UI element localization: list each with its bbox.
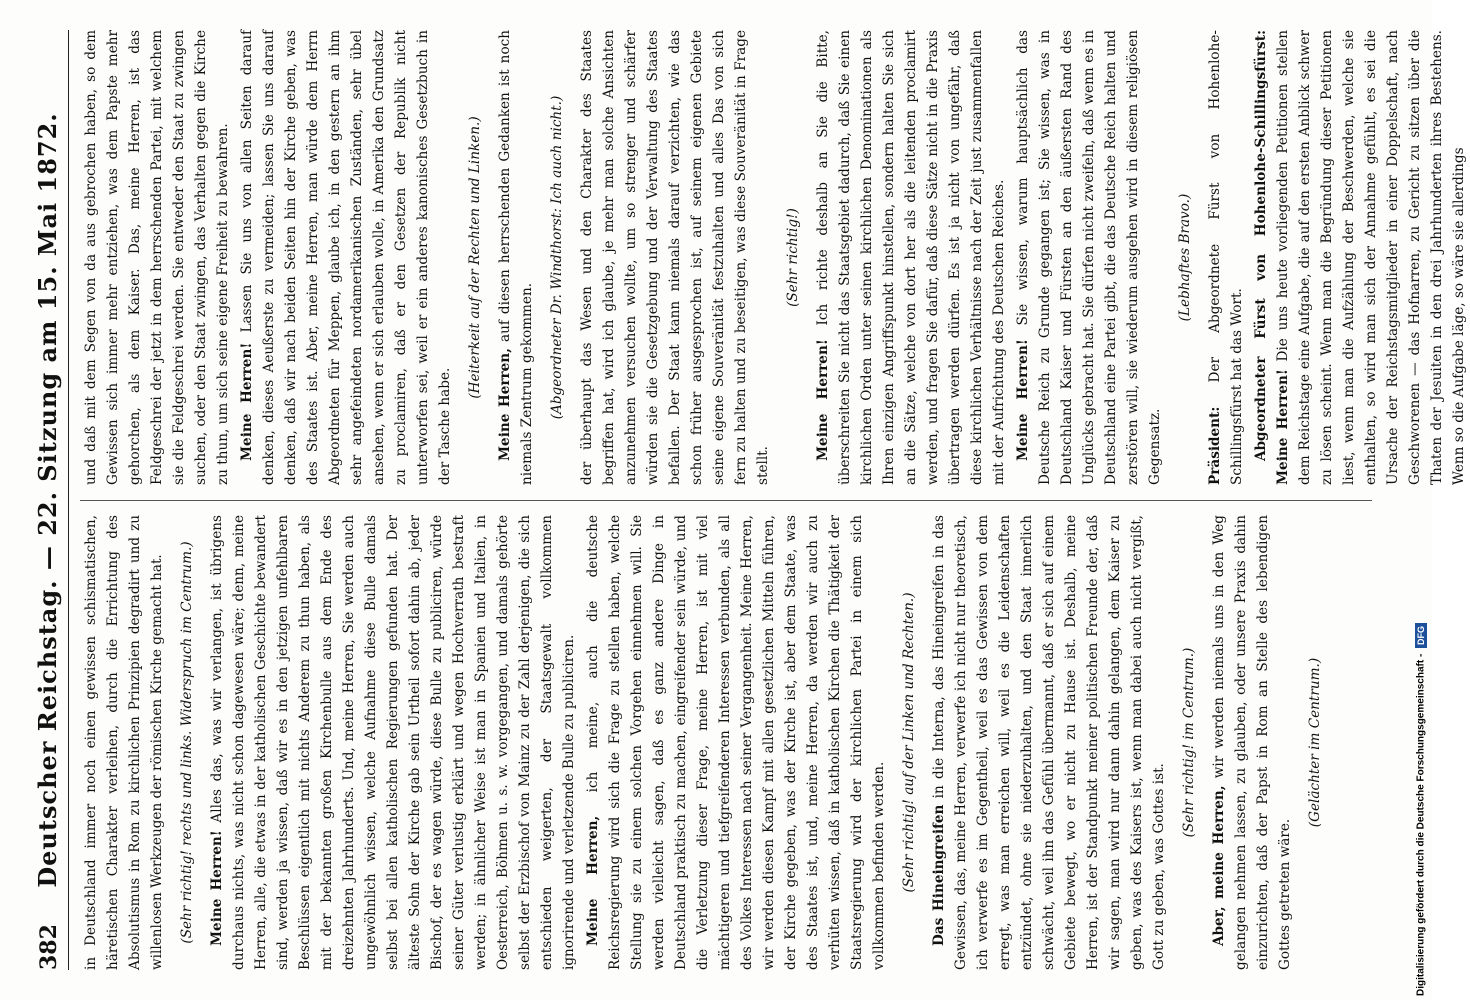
stage-direction: (Sehr richtig!) xyxy=(785,208,801,307)
dfg-logo: DFG xyxy=(1415,623,1427,648)
paragraph-text: in Deutschland immer noch einen gewissen schismatischen, häretischen Charakter verleihen, durch die Errichtung des Absolutismus in Rom zu kirchlichen Prinzipien degradirt und zu willenlosen Werkzeugen der römischen Kirche gemacht hat. xyxy=(83,515,165,970)
paragraph-text: Alles das, was wir verlangen, ist übrigens durchaus nichts, was nicht schon dagewesen wäre; denn, meine Herren, alle, die etwas in der katholischen Geschichte bewandert sind, werden ja wissen, daß wir es in den jetzigen unfehlbaren Beschlüssen eigentlich mit nichts Anderem zu thun haben, als mit der bekannten großen Kirchenbulle aus dem Ende des dreizehnten Jahrhunderts. Und, meine Herren, Sie werden auch ungewöhnlich wissen, welche Aufnahme diese Bulle damals selbst bei allen katholischen Regierungen gefunden hat. Der älteste Sohn der Kirche gab sein Urtheil sofort dahin ab, jeder Bischof, der es wagen würde, diese Bulle zu publiciren, würde seiner Güter verlustig erklärt und wegen Hochverrath bestraft werden; in ähnlicher Weise ist man in Spanien und Italien, in Oesterreich, Böhmen u. s. w. vorgegangen, und damals gehörte selbst der Erzbischof von Mainz zu der Zahl derjenigen, die sich entschieden weigerten, der Staatsgewalt vollkommen ignorirende und verletzende Bulle zu publiciren. xyxy=(209,515,577,970)
speaker-label: Meine Herren! xyxy=(1015,339,1031,461)
body-paragraph xyxy=(236,30,456,485)
paragraph-text: Lassen Sie uns von allen Seiten darauf denken, dieses Aeußerste zu vermeiden; lassen Sie uns darauf denken, daß wir nach beiden Seiten hin der Kirche geben, was des Staates ist. Aber, meine Herren, man würde dem Herrn Abgeordneten für Meppen, glaube ich, in den gestern an ihm sehr angefeindeten nordamerikanischen Zuständen, sehr übel ansehen, wenn er sich erlauben wolle, in Amerika den Grundsatz zu proclamiren, daß er den Gesetzen der Republik nicht unterworfen sei, weil er ein anderes kanonisches Gesetzbuch in der Tasche habe. xyxy=(239,30,453,485)
paragraph-text: der überhaupt das Wesen und den Charakter des Staates begriffen hat, wird ich glaube, je mehr man solche Ansichten anzunehmen versuchen wollte, um so strenger und schärfer würden sie die Gesetzgebung und der Verwaltung des Staates befallen. Der Staat kann niemals darauf verzichten, wie das schon früher ausgesprochen ist, auf seinem eigenen Gebiete seine eigene Souveränität festzuhalten und alles Das von sich fern zu halten und zu beseitigen, was diese Souveränität in Frage stellt. xyxy=(579,30,771,485)
running-title: Deutscher Reichstag. — 22. Sitzung am 15. Mai 1872. xyxy=(33,112,62,888)
body-paragraph xyxy=(1012,30,1166,485)
body-paragraph xyxy=(206,515,580,970)
page-number: 382 xyxy=(36,924,62,970)
speaker-label: Meine Herren! xyxy=(815,339,831,461)
body-paragraph xyxy=(1204,30,1248,485)
speaker-label: Meine Herren, xyxy=(585,815,601,946)
body-paragraph xyxy=(80,30,234,485)
stage-direction: (Sehr richtig! im Centrum.) xyxy=(1181,647,1197,838)
body-paragraph xyxy=(494,30,538,485)
speaker-label: Meine Herren! xyxy=(209,830,225,946)
paragraph-text: Ich richte deshalb an Sie die Bitte, überschreiten Sie nicht das Staatsgebiet dadurch, daß Sie einen kirchlichen Orden unter seinen kirchlichen Denominationen als Ihren einzigen Angriffspunkt hinstellen, sondern halten Sie sich an die Sätze, welche von dort her als die leitenden proclamirt werden, und fragen Sie dafür, daß diese Sätze nicht in die Praxis übertragen werden dürfen. Es ist ja nicht von ungefähr, daß diese kirchlichen Verhältnisse nach der Zeit just zusammenfallen mit der Aufrichtung des Deutschen Reiches. xyxy=(815,30,1007,485)
paragraph-text: Sie wissen, warum hauptsächlich das Deutsche Reich zu Grunde gegangen ist; Sie wissen, was in Deutschland Kaiser und Fürsten an den äußersten Rand des Unglücks gebracht hat. Sie dürfen nicht zweifeln, daß wenn es in Deutschland eine Partei gibt, die das Deutsche Reich halten und zerstören will, sie wiederum ausgehen wird in diesem religiösen Gegensatz. xyxy=(1015,30,1163,485)
speaker-label: Präsident: xyxy=(1207,406,1223,485)
body-paragraph xyxy=(80,515,168,970)
speaker-label: Meine Herren! xyxy=(239,342,255,461)
paragraph-text: und daß mit dem Segen von da aus gebrochen haben, so dem Gewissen sich immer mehr entziehen, was dem Papste mehr gehorchen, als dem Kaiser. Das, meine Herren, ist das Feldgeschrei der jetzt in dem herrschenden Partei, mit welchem sie die Feldgeschrei werden. Sie entweder den Staat zu zwingen suchen, oder den Staat zwingen, das Verhalten gegen die Kirche zu thun, um sich seine eigene Freiheit zu bewahren. xyxy=(83,30,231,485)
body-paragraph xyxy=(576,30,774,485)
digitization-credit xyxy=(1412,6,1430,996)
body-paragraph xyxy=(928,515,1170,970)
paragraph-text: wir werden niemals uns in den Weg gelangen nehmen lassen, zu glauben, oder unsere Praxis dahin einzurichten, daß der Papst in Rom an Stelle des lebendigen Gottes getreten wäre. xyxy=(1211,515,1293,970)
credit-text: Digitalisierung gefördert durch die Deutsche Forschungsgemeinschaft - xyxy=(1415,653,1427,996)
column-divider xyxy=(80,500,1372,501)
body-paragraph xyxy=(812,30,1010,485)
stage-direction: (Gelächter im Centrum.) xyxy=(1307,657,1323,828)
speaker-label: Meine Herren, xyxy=(497,348,513,461)
body-paragraph xyxy=(1250,30,1470,485)
text-column-right xyxy=(80,30,1467,485)
stage-direction: (Lebhaftes Bravo.) xyxy=(1177,193,1193,322)
stage-direction: (Sehr richtig! rechts und links. Widerspruch im Centrum.) xyxy=(179,541,195,944)
speaker-label: Das Hineingreifen xyxy=(931,804,947,946)
speaker-label: Aber, meine Herren, xyxy=(1211,785,1227,946)
paragraph-text: ich meine, auch die deutsche Reichsregierung wird sich die Frage zu stellen haben, welche Stellung sie zu einem solchen Vorgehen einnehmen will. Sie werden vielleicht sagen, daß es ganz andere Dinge in Deutschland praktisch zu machen, eingreifender sein würde, und die Verletzung dieser Frage, meine Herren, ist mit viel mächtigeren und tiefgreifenderen Interessen verbunden, als all des Volkes Interessen nach seiner Vergangenheit. Meine Herren, wir werden diesen Kampf mit allen gesetzlichen Mitteln führen, der Kirche gegeben, was der Kirche ist, aber dem Staate, was des Staates ist, und, meine Herren, da werden wir auch zu verhüten wissen, daß in katholischen Kirchen die Thätigkeit der Staatsregierung wird der kirchlichen Partei in einem sich vollkommen befinden werden. xyxy=(585,515,887,970)
page-header xyxy=(8,30,69,970)
stage-direction: (Heiterkeit auf der Rechten und Linken.) xyxy=(467,116,483,399)
paragraph-text: in die Interna, das Hineingreifen in das Gewissen, das, meine Herren, verwerfe ich nicht nur theoretisch, ich verwerfe es im Gegentheil, weil es das Gewissen von dem erregt, was man erreichen will, weil es die Leidenschaften entzündet, ohne sie niederzuhalten, und den Staat innerlich schwächt, weil ihn das Gefühl übermannt, daß er sich auf einem Gebiete bewegt, wo er nicht zu Hause ist. Deshalb, meine Herren, ist der Standpunkt meiner politischen Freunde der, daß wir sagen, man wird nur dann dahin gelangen, dem Kaiser zu geben, was des Kaisers ist, wenn man dabei auch nicht vergißt, Gott zu geben, was Gottes ist. xyxy=(931,515,1167,970)
paragraph-text: Der Abgeordnete Fürst von Hohenlohe-Schillingsfürst hat das Wort. xyxy=(1207,30,1245,485)
stage-direction: (Sehr richtig! auf der Linken und Rechten.) xyxy=(901,592,917,893)
speaker-label: Abgeordneter Fürst von Hohenlohe-Schillingsfürst: Meine Herren! xyxy=(1253,30,1291,485)
text-column-left xyxy=(80,515,1372,970)
stage-direction: (Abgeordneter Dr. Windthorst: Ich auch nicht.) xyxy=(549,95,565,420)
paragraph-text: auf diesen herrschenden Gedanken ist noch niemals Zentrum gekommen. xyxy=(497,30,535,485)
paragraph-text: Die uns heute vorliegenden Petitionen stellen dem Reichstage eine Aufgabe, die auf den ersten Anblick schwer zu lösen scheint. Wenn man die Begründung dieser Petitionen liest, wenn man die Aufzählung der Beschwerden, welche sie enthalten, so wird man sich der Annahme gefühlt, es sei die Ursache der Reichstagsmitglieder in einer Doppelschaft, nach Geschworenen — das Hofnarren, zu Gericht zu sitzen über die Thaten der Jesuiten in den drei Jahrhunderten ihres Bestehens. Wenn so die Aufgabe läge, so wäre sie allerdings xyxy=(1275,30,1467,485)
body-paragraph xyxy=(582,515,890,970)
body-paragraph xyxy=(1208,515,1296,970)
